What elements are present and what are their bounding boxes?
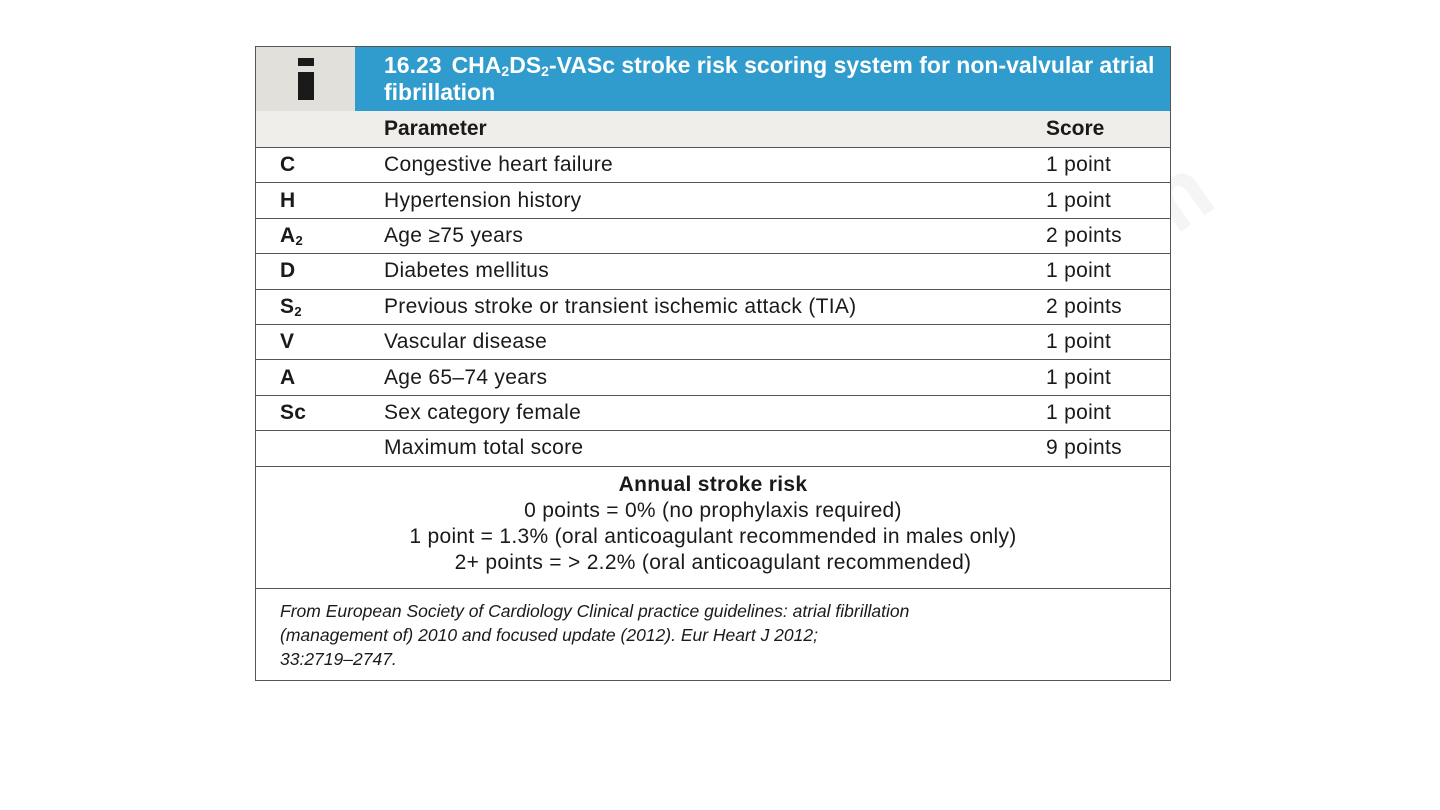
table-row <box>256 360 1170 395</box>
risk-line: 0 points = 0% (no prophylaxis required) <box>524 498 902 522</box>
score-header: Score <box>1046 117 1105 140</box>
row-parameter: Maximum total score <box>384 436 584 460</box>
row-code-letter: V <box>280 330 295 354</box>
title-text: -VASc stroke risk scoring system for non-valvular atrial fibrillation <box>384 52 1155 105</box>
risk-line: 2+ points = > 2.2% (oral anticoagulant recommended) <box>454 550 972 574</box>
row-score: 1 point <box>1046 188 1112 212</box>
row-parameter: Congestive heart failure <box>384 153 613 177</box>
row-score: 1 point <box>1046 365 1112 389</box>
title-subscript: 2 <box>541 63 549 79</box>
row-score: 2 points <box>1046 294 1122 318</box>
table-body <box>256 148 1170 467</box>
row-code-letter: S <box>280 294 295 318</box>
risk-heading: Annual stroke risk <box>618 472 808 496</box>
table-row <box>256 290 1170 325</box>
annual-stroke-risk <box>256 467 1170 589</box>
row-code <box>256 295 384 319</box>
row-score: 1 point <box>1046 259 1112 283</box>
row-code <box>256 259 384 283</box>
source-citation <box>256 589 1170 680</box>
risk-line: 1 point = 1.3% (oral anticoagulant recommended in males only) <box>409 524 1017 548</box>
source-line: 33:2719–2747. <box>280 648 397 669</box>
parameter-header: Parameter <box>384 117 487 140</box>
row-code <box>256 189 384 213</box>
row-code-subscript: 2 <box>294 303 302 319</box>
table-row <box>256 254 1170 289</box>
column-headers <box>256 111 1170 148</box>
row-code-letter: H <box>280 188 296 212</box>
table-row <box>256 325 1170 360</box>
row-code <box>256 330 384 354</box>
table-row <box>256 396 1170 431</box>
row-code-subscript: 2 <box>295 232 303 248</box>
table-row <box>256 183 1170 218</box>
source-line: (management of) 2010 and focused update (2012). Eur Heart J 2012; <box>280 624 818 645</box>
row-parameter: Hypertension history <box>384 188 582 212</box>
row-code <box>256 153 384 177</box>
table-row <box>256 431 1170 466</box>
row-code-letter: C <box>280 153 296 177</box>
table-header <box>256 47 1170 111</box>
row-score: 9 points <box>1046 436 1122 460</box>
table-row <box>256 219 1170 254</box>
row-parameter: Age ≥75 years <box>384 223 524 247</box>
row-code-letter: A <box>280 223 296 247</box>
row-parameter: Age 65–74 years <box>384 365 548 389</box>
row-code <box>256 401 384 425</box>
row-score: 1 point <box>1046 153 1112 177</box>
row-parameter: Vascular disease <box>384 330 548 354</box>
table-number: 16.23 <box>384 52 442 78</box>
row-parameter: Sex category female <box>384 400 582 424</box>
info-icon <box>298 58 314 100</box>
row-parameter: Diabetes mellitus <box>384 259 549 283</box>
title-subscript: 2 <box>501 63 510 79</box>
title-text: CHA <box>451 52 502 78</box>
row-code-letter: D <box>280 259 296 283</box>
info-icon-cell <box>256 47 355 111</box>
row-score: 2 points <box>1046 223 1122 247</box>
row-parameter: Previous stroke or transient ischemic attack (TIA) <box>384 294 857 318</box>
row-score: 1 point <box>1046 400 1112 424</box>
table-title <box>355 47 1170 111</box>
title-text: DS <box>509 52 542 78</box>
info-table <box>255 46 1171 681</box>
row-code <box>256 366 384 390</box>
row-score: 1 point <box>1046 330 1112 354</box>
row-code-letter: Sc <box>280 400 307 424</box>
source-line: From European Society of Cardiology Clinical practice guidelines: atrial fibrillation <box>280 600 910 621</box>
row-code-letter: A <box>280 365 296 389</box>
table-row <box>256 148 1170 183</box>
row-code <box>256 224 384 248</box>
